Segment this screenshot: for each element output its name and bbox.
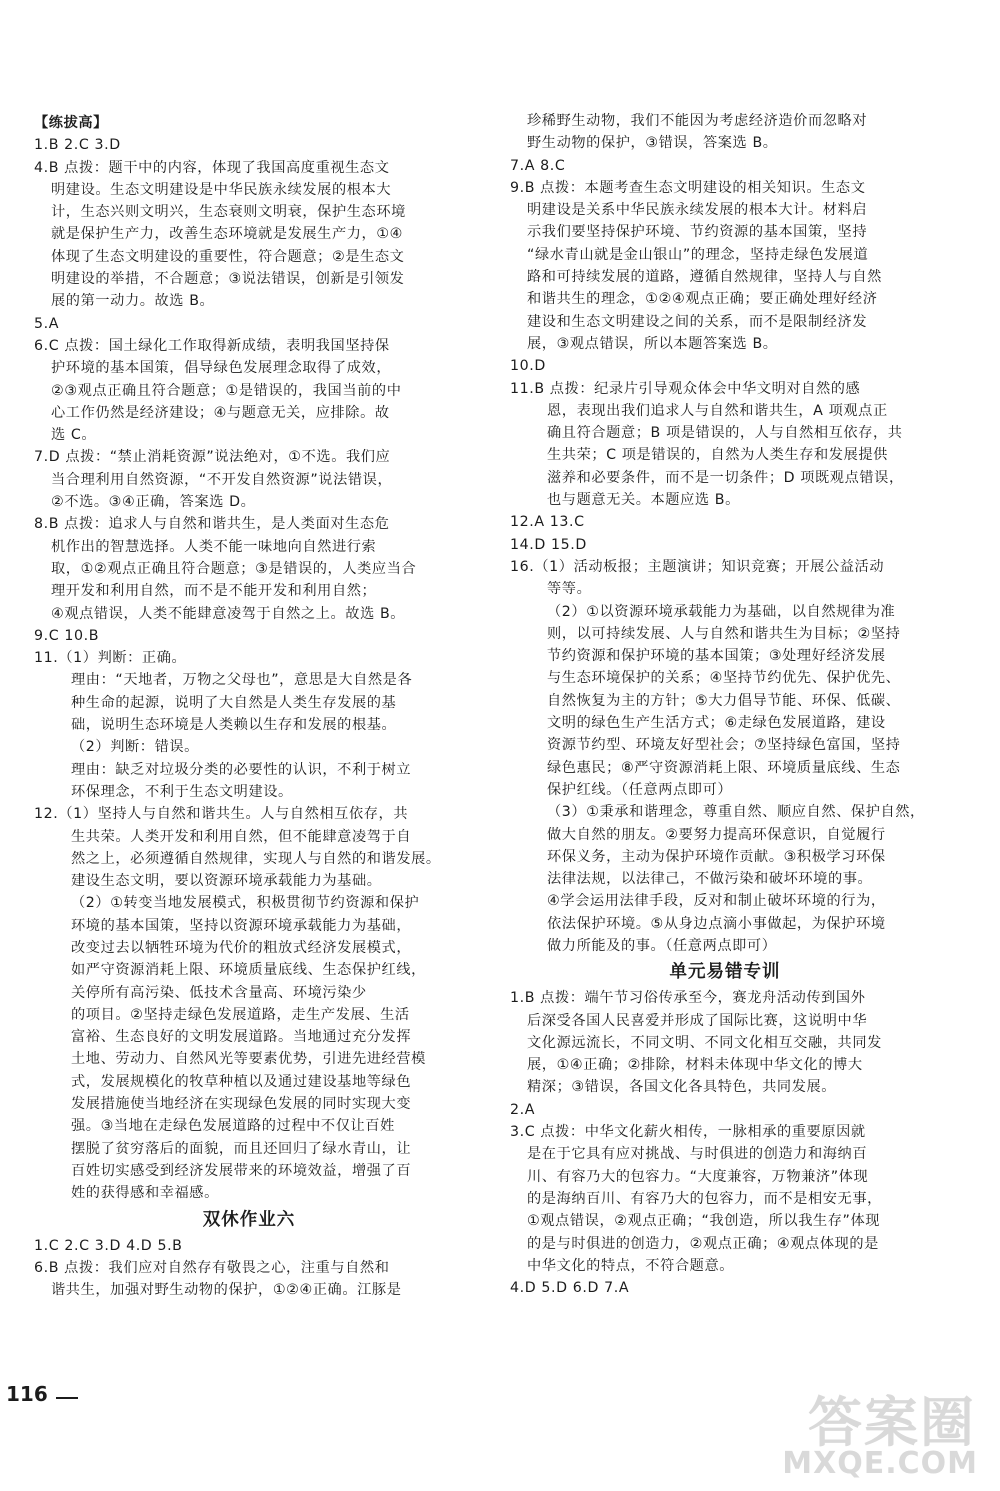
answer-line: 野生动物的保护，③错误，答案选 B。 (527, 135, 778, 152)
answer-line: 珍稀野生动物，我们不能因为考虑经济造价而忽略对 (527, 113, 868, 129)
answer-line: ④学会运用法律手段，反对和制止破坏环境的行为， (547, 893, 886, 910)
answer-line: 做大自然的朋友。②要努力提高环保意识，自觉履行 (547, 826, 886, 843)
answer-line: 自然恢复为主的方针；⑤大力倡导节能、环保、低碳、 (547, 692, 901, 709)
answer-line: 生共荣；C 项是错误的，自然为人类生存和发展提供 (547, 447, 888, 464)
answer-line: 则，以可持续发展、人与自然和谐共生为目标；②坚持 (547, 625, 901, 642)
answer-line: 环境的基本国策，坚持以资源环境承载能力为基础， (71, 917, 412, 934)
answer-line: 的项目。②坚持走绿色发展道路，走生产发展、生活 (71, 1006, 410, 1023)
section-title: 双休作业六 (202, 1209, 296, 1230)
answer-line: 环保理念，不利于生态文明建设。 (71, 783, 293, 800)
answer-line: 也与题意无关。本题应选 B。 (547, 492, 740, 509)
answer-line: 等等。 (547, 581, 592, 598)
answer-line: 7.D 点拨：“禁止消耗资源”说法绝对，①不选。我们应 (34, 449, 391, 466)
answer-line: 16.（1）活动板报；主题演讲；知识竞赛；开展公益活动 (510, 558, 885, 575)
answer-line: 富裕、生态良好的文明发展道路。当地通过充分发挥 (71, 1029, 412, 1046)
answer-line: 强。③当地在走绿色发展道路的过程中不仅让百姓 (71, 1118, 395, 1135)
answer-line: 计，生态兴则文明兴，生态衰则文明衰，保护生态环境 (51, 204, 406, 221)
answer-line: 理由：“天地者，万物之父母也”，意思是大自然是各 (71, 672, 413, 689)
answer-line: 8.B 点拨：追求人与自然和谐共生，是人类面对生态危 (34, 516, 390, 533)
answer-line: 展的第一动力。故选 B。 (51, 293, 215, 310)
right-column (510, 110, 940, 1299)
answer-line: 10.D (510, 358, 546, 375)
answer-line: 的是海纳百川、有容乃大的包容力，而不是相安无事， (527, 1190, 882, 1207)
answer-line: 环保义务，主动为保护环境作贡献。③积极学习环保 (547, 848, 886, 865)
answer-line: “绿水青山就是金山银山”的理念，坚持走绿色发展道 (527, 246, 869, 263)
answer-line: 9.B 点拨：本题考查生态文明建设的相关知识。生态文 (510, 179, 866, 196)
answer-line: 种生命的起源，说明了大自然是人类生存发展的基 (71, 694, 397, 711)
answer-line: 明建设。生态文明建设是中华民族永续发展的根本大 (51, 181, 392, 198)
answer-line: （2）①以资源环境承载能力为基础，以自然规律为准 (547, 603, 896, 620)
answer-line: 法律法规，以法律己，不做污染和破坏环境的事。 (547, 871, 873, 888)
answer-line: 中华文化的特点，不符合题意。 (527, 1257, 735, 1274)
answer-line: 摆脱了贫穷落后的面貌，而且还回归了绿水青山，让 (71, 1140, 412, 1157)
answer-line: （2）①转变当地发展模式，积极贯彻节约资源和保护 (71, 895, 420, 912)
answer-line: 明建设是关系中华民族永续发展的根本大计。材料启 (527, 202, 868, 219)
page-number-dash (56, 1397, 78, 1399)
section-title: 单元易错专训 (669, 962, 781, 983)
answer-line: 理由：缺乏对垃圾分类的必要性的认识，不利于树立 (71, 761, 412, 778)
answer-line: 明建设的举措，不合题意；③说法错误，创新是引领发 (51, 271, 405, 288)
answer-line: 【练拔高】 (34, 115, 108, 131)
answer-line: 谐共生，加强对野生动物的保护，①②④正确。江豚是 (51, 1282, 402, 1299)
answer-line: 是在于它具有应对挑战、与时俱进的创造力和海纳百 (527, 1146, 868, 1163)
answer-line: 机作出的智慧选择。人类不能一味地向自然进行索 (51, 538, 377, 555)
answer-line: 关停所有高污染、低技术含量高、环境污染少 (71, 984, 367, 1001)
answer-line: ①观点错误，②观点正确；“我创造，所以我生存”体现 (527, 1213, 881, 1230)
answer-line: 文化源远流长，不同文明、不同文化相互交融，共同发 (527, 1034, 882, 1051)
left-column (34, 112, 464, 1301)
answer-line: 改变过去以牺牲环境为代价的粗放式经济发展模式， (71, 939, 412, 956)
answer-line: 和谐共生的理念，①②④观点正确；要正确处理好经济 (527, 291, 878, 308)
answer-line: 与生态环境保护的关系；④坚持节约优先、保护优先、 (547, 670, 901, 687)
answer-line: 后深受各国人民喜爱并形成了国际比赛，这说明中华 (527, 1012, 868, 1029)
answer-line: 护环境的基本国策，倡导绿色发展理念取得了成效， (51, 360, 392, 377)
answer-line: 节约资源和保护环境的基本国策；③处理好经济发展 (547, 648, 886, 665)
answer-line: 保护红线。（任意两点即可） (547, 781, 733, 798)
answer-line: 12.A 13.C (510, 514, 585, 531)
watermark-url: MXQE.COM (782, 1446, 978, 1481)
answer-line: ②③观点正确且符合题意；①是错误的，我国当前的中 (51, 382, 402, 399)
answer-line: ④观点错误，人类不能肆意凌驾于自然之上。故选 B。 (51, 605, 406, 622)
answer-line: 建设生态文明，要以资源环境承载能力为基础。 (71, 873, 382, 890)
answer-line: 如严守资源消耗上限、环境质量底线、生态保护红线， (71, 962, 426, 979)
answer-line: 3.C 点拨：中华文化薪火相传，一脉相承的重要原因就 (510, 1124, 866, 1141)
watermark-logo-text: 答案圈 (808, 1391, 976, 1454)
answer-line: 川、有容乃大的包容力。“大度兼容，万物兼济”体现 (527, 1168, 869, 1185)
answer-line: 11.（1）判断：正确。 (34, 650, 187, 667)
answer-line: 4.B 点拨：题干中的内容，体现了我国高度重视生态文 (34, 159, 390, 176)
answer-line: 就是保护生产力，改善生态环境就是发展生产力，①④ (51, 226, 403, 243)
answer-line: 依法保护环境。⑤从身边点滴小事做起，为保护环境 (547, 915, 886, 932)
answer-line: 12.（1）坚持人与自然和谐共生。人与自然相互依存，共 (34, 806, 409, 823)
answer-line: （3）①秉承和谐理念，尊重自然、顺应自然、保护自然， (547, 804, 925, 821)
answer-line: 资源节约型、环境友好型社会；⑦坚持绿色富国，坚持 (547, 737, 901, 754)
answer-line: 滋养和必要条件，而不是一切条件；D 项既观点错误， (547, 469, 904, 486)
answer-line: 选 C。 (51, 427, 97, 444)
answer-line: 11.B 点拨：纪录片引导观众体会中华文明对自然的感 (510, 380, 861, 397)
answer-line: 展，①④正确；②排除，材料未体现中华文化的博大 (527, 1057, 863, 1074)
answer-line: 路和可持续发展的道路，遵循自然规律，坚持人与自然 (527, 269, 882, 286)
answer-line: 然之上，必须遵循自然规律，实现人与自然的和谐发展。 (71, 850, 441, 867)
answer-line: 础，说明生态环境是人类赖以生存和发展的根基。 (71, 717, 397, 734)
answer-line: ②不选。③④正确，答案选 D。 (51, 494, 256, 511)
answer-line: 示我们要坚持保护环境、节约资源的基本国策，坚持 (527, 224, 868, 241)
answer-line: 1.B 2.C 3.D (34, 137, 121, 154)
answer-line: 6.C 点拨：国土绿化工作取得新成绩，表明我国坚持保 (34, 337, 390, 354)
answer-line: 建设和生态文明建设之间的关系，而不是限制经济发 (527, 313, 868, 330)
answer-line: 土地、劳动力、自然风光等要素优势，引进先进经营模 (71, 1051, 426, 1068)
page-number: 116 (6, 1382, 48, 1406)
answer-line: 2.A (510, 1101, 536, 1118)
answer-line: 14.D 15.D (510, 536, 587, 553)
answer-line: 生共荣。人类开发和利用自然，但不能肆意凌驾于自 (71, 828, 412, 845)
answer-line: 恩，表现出我们追求人与自然和谐共生，A 项观点正 (547, 402, 888, 419)
watermark-logo (746, 1376, 986, 1481)
answer-line: 理开发和利用自然，而不是不能开发和利用自然； (51, 583, 377, 600)
answer-line: 体现了生态文明建设的重要性，符合题意；②是生态文 (51, 248, 405, 265)
answer-line: 6.B 点拨：我们应对自然存有敬畏之心，注重与自然和 (34, 1259, 390, 1276)
answer-line: 5.A (34, 315, 60, 332)
answer-line: 姓的获得感和幸福感。 (71, 1185, 219, 1202)
answer-line: 百姓切实感受到经济发展带来的环境效益，增强了百 (71, 1162, 412, 1179)
answer-line: 文明的绿色生产生活方式；⑥走绿色发展道路，建设 (547, 715, 886, 732)
answer-line: 确且符合题意；B 项是错误的，人与自然相互依存，共 (547, 425, 903, 442)
answer-line: （2）判断：错误。 (71, 739, 199, 756)
answer-line: 做力所能及的事。（任意两点即可） (547, 937, 777, 954)
answer-line: 的是与时俱进的创造力，②观点正确；④观点体现的是 (527, 1235, 879, 1252)
answer-line: 绿色惠民；⑧严守资源消耗上限、环境质量底线、生态 (547, 759, 901, 776)
answer-line: 心工作仍然是经济建设；④与题意无关，应排除。故 (51, 404, 390, 421)
answer-line: 9.C 10.B (34, 627, 100, 644)
answer-line: 当合理利用自然资源，“不开发自然资源”说法错误， (51, 471, 393, 488)
answer-line: 式，发展规模化的牧草种植以及通过建设基地等绿色 (71, 1073, 412, 1090)
answer-line: 7.A 8.C (510, 157, 566, 174)
answer-line: 发展措施使当地经济在实现绿色发展的同时实现大变 (71, 1096, 412, 1113)
answer-line: 1.C 2.C 3.D 4.D 5.B (34, 1237, 183, 1254)
answer-line: 4.D 5.D 6.D 7.A (510, 1280, 630, 1297)
answer-line: 展，③观点错误，所以本题答案选 B。 (527, 335, 778, 352)
answer-line: 取，①②观点正确且符合题意；③是错误的，人类应当合 (51, 560, 417, 577)
answer-line: 精深；③错误，各国文化各具特色，共同发展。 (527, 1079, 837, 1096)
answer-line: 1.B 点拨：端午节习俗传承至今，赛龙舟活动传到国外 (510, 990, 866, 1007)
